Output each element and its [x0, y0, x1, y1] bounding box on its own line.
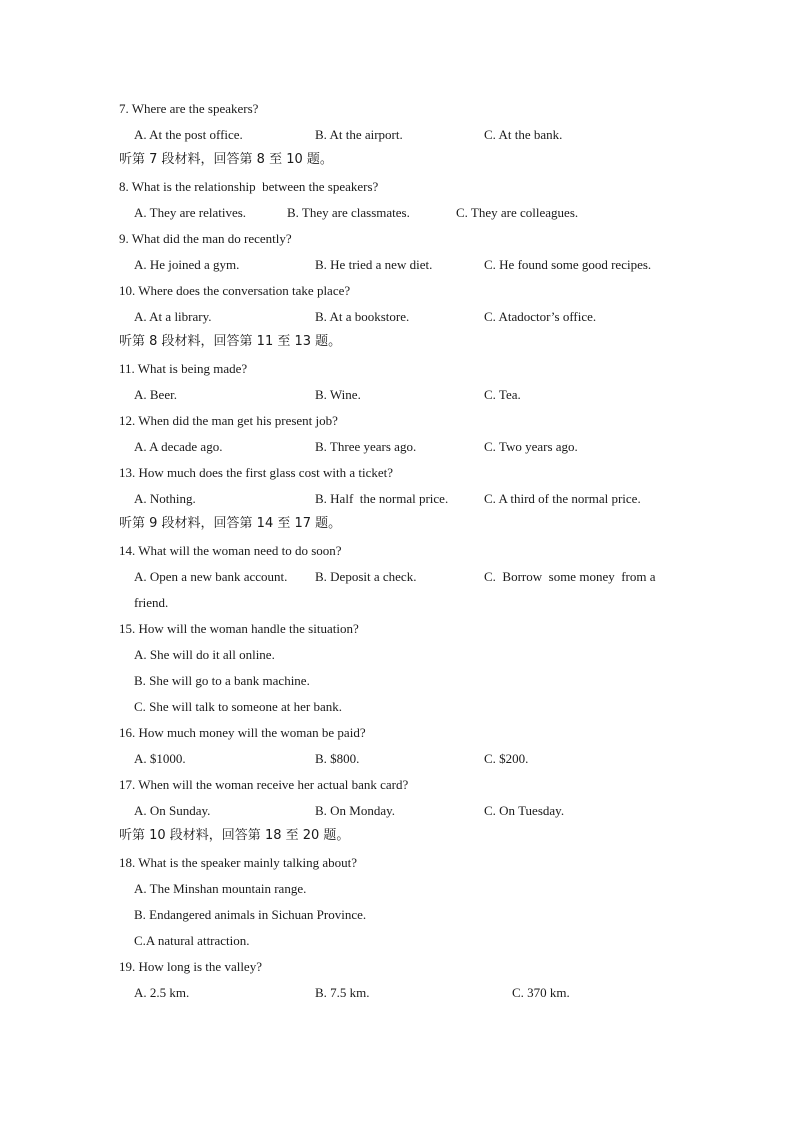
- q10-option-c: C. Atadoctor’s office.: [484, 309, 597, 324]
- question-17: 17. When will the woman receive her actual bank card?: [119, 777, 409, 792]
- question-14: 14. What will the woman need to do soon?: [119, 543, 342, 558]
- q12-option-b: B. Three years ago.: [315, 439, 417, 454]
- q13-option-c: C. A third of the normal price.: [484, 491, 641, 506]
- q15-option-b: B. She will go to a bank machine.: [134, 673, 310, 688]
- q15-option-a: A. She will do it all online.: [134, 647, 275, 662]
- question-18: 18. What is the speaker mainly talking about?: [119, 855, 358, 870]
- q18-option-a: A. The Minshan mountain range.: [134, 881, 307, 896]
- q9-option-a: A. He joined a gym.: [134, 257, 240, 272]
- question-10: 10. Where does the conversation take place?: [119, 283, 351, 298]
- q14-option-b: B. Deposit a check.: [315, 569, 417, 584]
- question-12: 12. When did the man get his present job?: [119, 413, 338, 428]
- section-heading-8: 听第 8 段材料，回答第 11 至 13 题。: [119, 334, 342, 349]
- q15-option-c: C. She will talk to someone at her bank.: [134, 699, 342, 714]
- q19-option-a: A. 2.5 km.: [134, 985, 190, 1000]
- q7-option-a: A. At the post office.: [134, 127, 243, 142]
- q8-option-b: B. They are classmates.: [287, 205, 410, 220]
- q8-option-c: C. They are colleagues.: [456, 205, 579, 220]
- q18-option-b: B. Endangered animals in Sichuan Province.: [134, 907, 367, 922]
- q7-option-c: C. At the bank.: [484, 127, 563, 142]
- section-heading-10: 听第 10 段材料，回答第 18 至 20 题。: [119, 828, 350, 843]
- q12-option-a: A. A decade ago.: [134, 439, 223, 454]
- q18-option-c: C.A natural attraction.: [134, 933, 250, 948]
- q17-option-b: B. On Monday.: [315, 803, 396, 818]
- q10-option-b: B. At a bookstore.: [315, 309, 410, 324]
- q14-option-c: C. Borrow some money from a: [484, 569, 656, 584]
- q9-option-b: B. He tried a new diet.: [315, 257, 433, 272]
- q13-option-b: B. Half the normal price.: [315, 491, 449, 506]
- question-15: 15. How will the woman handle the situation?: [119, 621, 359, 636]
- q19-option-b: B. 7.5 km.: [315, 985, 370, 1000]
- q11-option-b: B. Wine.: [315, 387, 361, 402]
- q7-option-b: B. At the airport.: [315, 127, 403, 142]
- question-8: 8. What is the relationship between the speakers?: [119, 179, 379, 194]
- section-heading-7: 听第 7 段材料，回答第 8 至 10 题。: [119, 152, 333, 167]
- q16-option-a: A. $1000.: [134, 751, 186, 766]
- question-16: 16. How much money will the woman be paid?: [119, 725, 366, 740]
- question-9: 9. What did the man do recently?: [119, 231, 292, 246]
- q13-option-a: A. Nothing.: [134, 491, 196, 506]
- q14-option-a: A. Open a new bank account.: [134, 569, 288, 584]
- q10-option-a: A. At a library.: [134, 309, 212, 324]
- q17-option-a: A. On Sunday.: [134, 803, 211, 818]
- question-19: 19. How long is the valley?: [119, 959, 262, 974]
- q12-option-c: C. Two years ago.: [484, 439, 578, 454]
- q19-option-c: C. 370 km.: [512, 985, 570, 1000]
- q16-option-c: C. $200.: [484, 751, 529, 766]
- q8-option-a: A. They are relatives.: [134, 205, 247, 220]
- section-heading-9: 听第 9 段材料，回答第 14 至 17 题。: [119, 516, 342, 531]
- question-7: 7. Where are the speakers?: [119, 101, 259, 116]
- question-11: 11. What is being made?: [119, 361, 248, 376]
- q16-option-b: B. $800.: [315, 751, 360, 766]
- q17-option-c: C. On Tuesday.: [484, 803, 565, 818]
- question-13: 13. How much does the first glass cost with a ticket?: [119, 465, 394, 480]
- q11-option-a: A. Beer.: [134, 387, 177, 402]
- q11-option-c: C. Tea.: [484, 387, 521, 402]
- q14-option-c-continued: friend.: [134, 595, 169, 610]
- q9-option-c: C. He found some good recipes.: [484, 257, 652, 272]
